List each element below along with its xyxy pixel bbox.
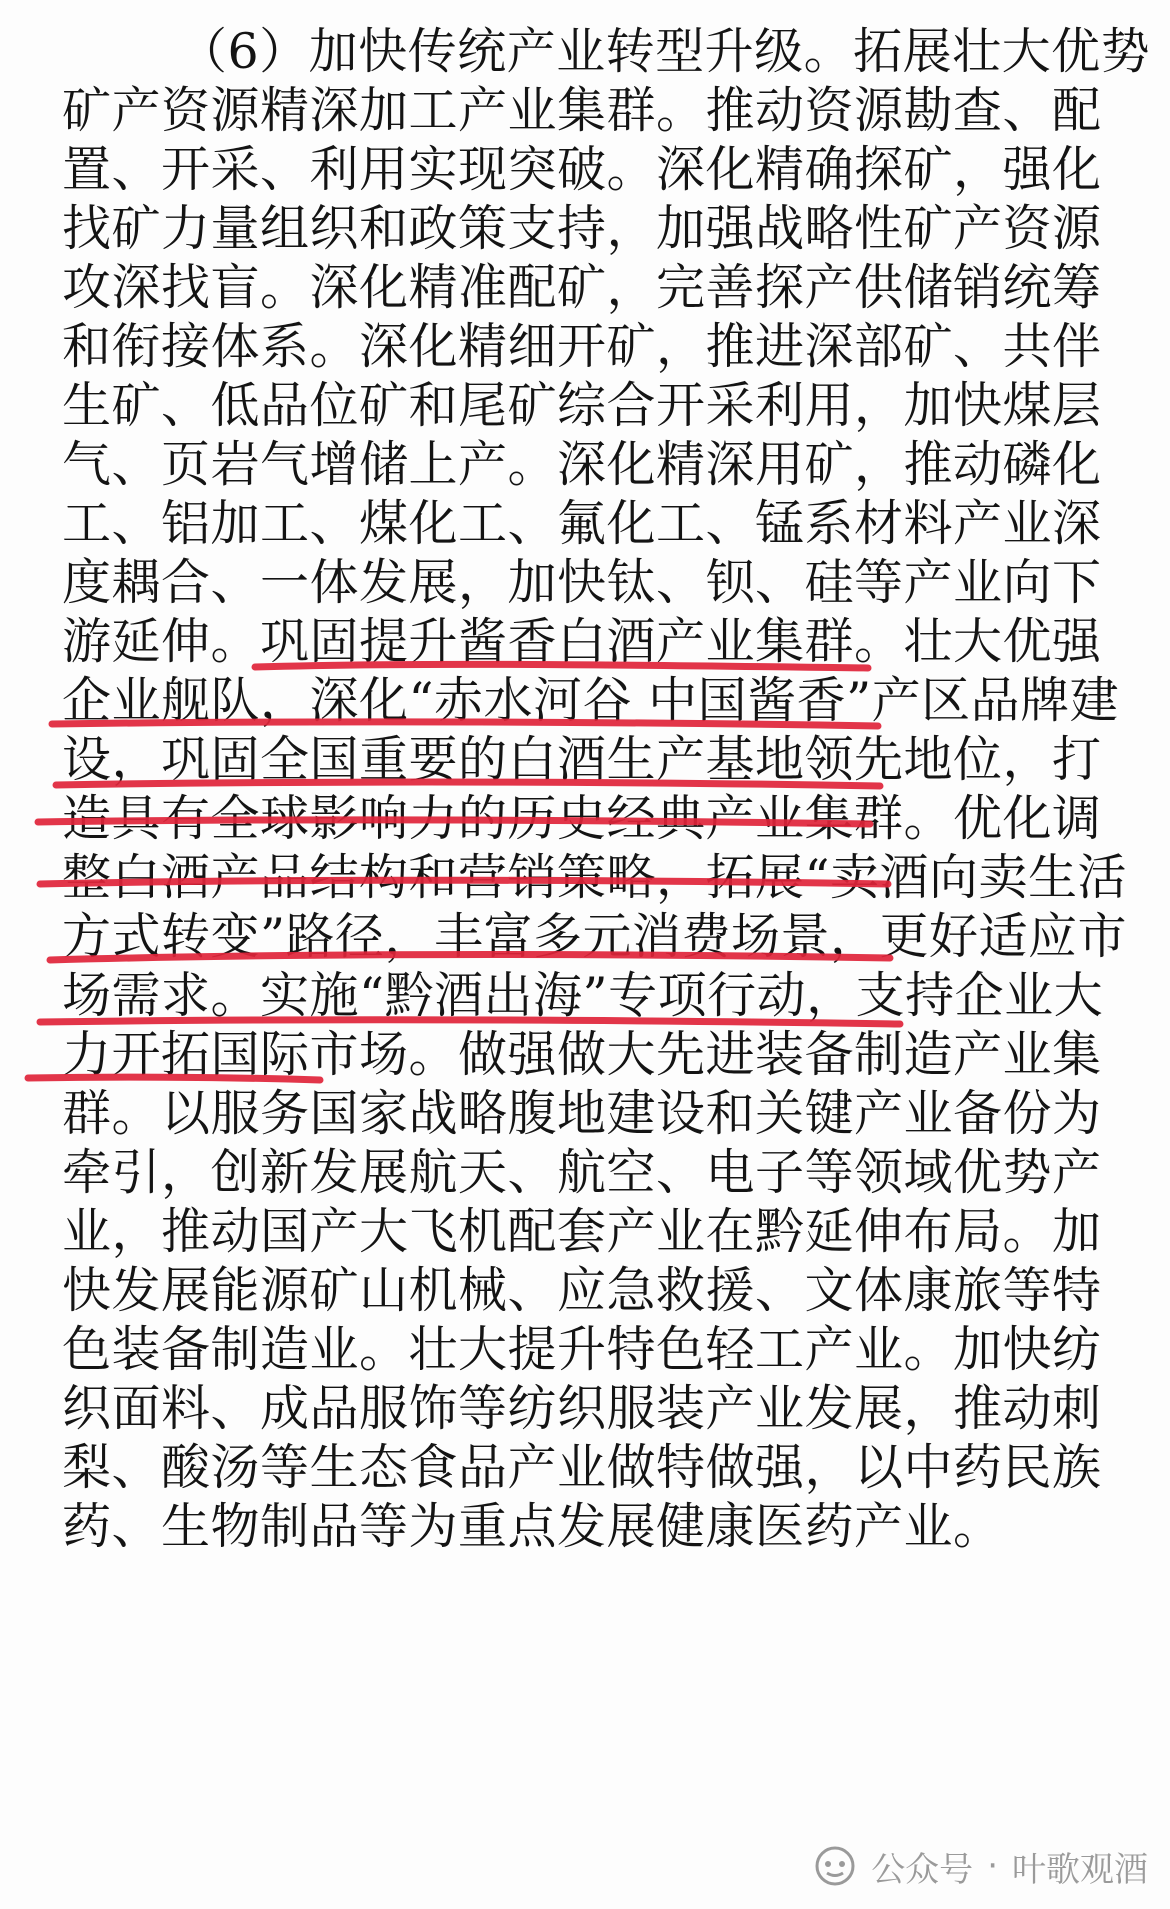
doc-line: 整白酒产品结构和营销策略，拓展“卖酒向卖生活: [62, 849, 1128, 906]
doc-line: 游延伸。巩固提升酱香白酒产业集群。壮大优强: [62, 613, 1102, 670]
doc-line: 度耦合、一体发展，加快钛、钡、硅等产业向下: [62, 554, 1102, 611]
doc-line: 方式转变”路径，丰富多元消费场景，更好适应市: [62, 908, 1128, 965]
doc-line: 设，巩固全国重要的白酒生产基地领先地位，打: [62, 731, 1102, 788]
doc-line: 气、页岩气增储上产。深化精深用矿，推动磷化: [62, 436, 1102, 493]
doc-line: 快发展能源矿山机械、应急救援、文体康旅等特: [62, 1262, 1102, 1319]
doc-line: 和衔接体系。深化精细开矿，推进深部矿、共伴: [62, 318, 1102, 375]
watermark-label: 公众号: [871, 1849, 974, 1890]
doc-line: 色装备制造业。壮大提升特色轻工产业。加快纺: [62, 1321, 1102, 1378]
doc-line: 梨、酸汤等生态食品产业做特做强，以中药民族: [62, 1439, 1102, 1496]
watermark-separator: ·: [987, 1846, 998, 1886]
doc-line: 造具有全球影响力的历史经典产业集群。优化调: [62, 790, 1102, 847]
doc-line: 攻深找盲。深化精准配矿，完善探产供储销统筹: [62, 259, 1102, 316]
doc-line: 力开拓国际市场。做强做大先进装备制造产业集: [62, 1026, 1102, 1083]
doc-line: 生矿、低品位矿和尾矿综合开采利用，加快煤层: [62, 377, 1102, 434]
doc-line: 群。以服务国家战略腹地建设和关键产业备份为: [62, 1085, 1102, 1142]
doc-line: 矿产资源精深加工产业集群。推动资源勘查、配: [62, 82, 1102, 139]
doc-line: 药、生物制品等为重点发展健康医药产业。: [62, 1498, 1003, 1555]
doc-line: 找矿力量组织和政策支持，加强战略性矿产资源: [62, 200, 1102, 257]
doc-line: 置、开采、利用实现突破。深化精确探矿，强化: [62, 141, 1102, 198]
doc-line: （6）加快传统产业转型升级。拓展壮大优势: [178, 23, 1151, 80]
doc-line: 场需求。实施“黔酒出海”专项行动，支持企业大: [62, 967, 1104, 1024]
doc-line: 工、铝加工、煤化工、氟化工、锰系材料产业深: [62, 495, 1102, 552]
wechat-official-account-icon: [813, 1844, 857, 1888]
doc-line: 织面料、成品服饰等纺织服装产业发展，推动刺: [62, 1380, 1102, 1437]
watermark: [813, 1837, 1148, 1895]
doc-line: 业，推动国产大飞机配套产业在黔延伸布局。加: [62, 1203, 1102, 1260]
watermark-account: 叶歌观酒: [1012, 1849, 1148, 1890]
doc-line: 企业舰队，深化“赤水河谷 中国酱香”产区品牌建: [62, 672, 1120, 729]
doc-line: 牵引，创新发展航天、航空、电子等领域优势产: [62, 1144, 1102, 1201]
